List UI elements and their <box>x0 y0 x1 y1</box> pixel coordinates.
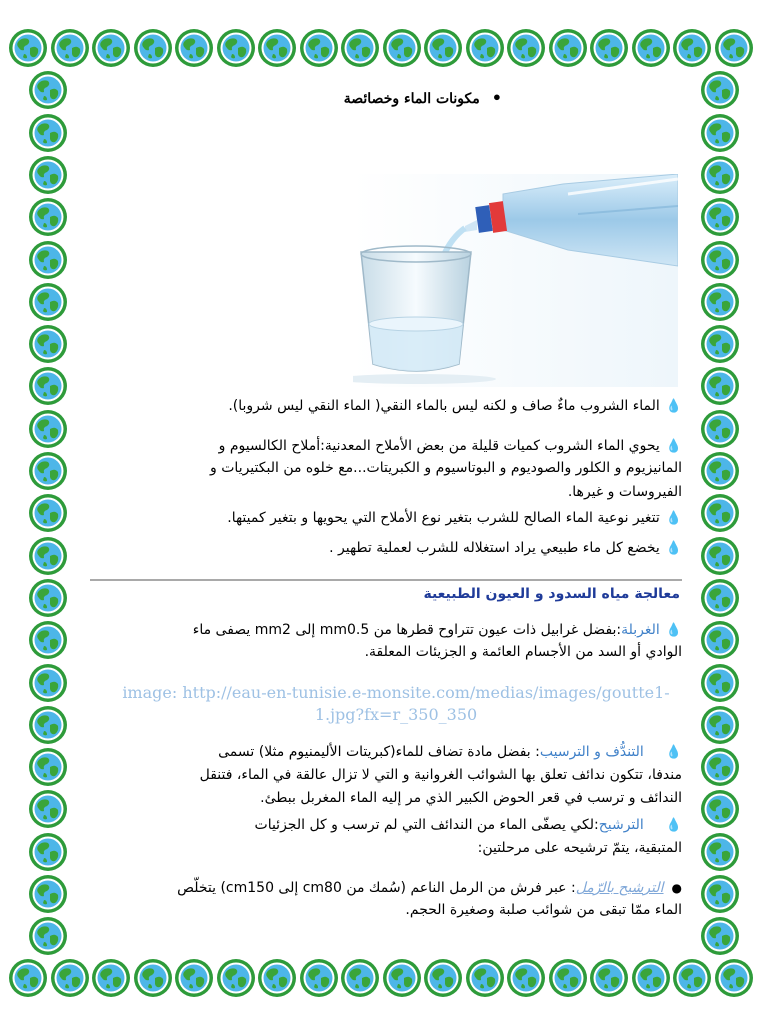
page-title: •مكونات الماء وخصائصة <box>343 88 502 107</box>
water-drop-icon: 💧 <box>665 818 682 833</box>
globe-icon <box>28 70 68 110</box>
filter-paragraph: 💧الترشيح:لكي يصفّى الماء من الندائف التي لم ترسب و كل الجزئيات <box>254 817 682 833</box>
water-bottle-glass-photo <box>353 174 678 387</box>
globe-icon <box>700 874 740 914</box>
water-drop-icon: 💧 <box>665 623 682 638</box>
flocc-paragraph-line-2: مندفا، تتكون ندائف تعلق بها الشوائب الغروانية و التي لا تزال عالقة في الماء، فتنقل <box>199 767 682 783</box>
globe-icon <box>700 155 740 195</box>
globe-icon <box>700 832 740 872</box>
water-drop-icon: 💧 <box>665 541 682 556</box>
water-drop-icon: 💧 <box>665 745 682 760</box>
section-title: معالجة مياه السدود و العيون الطبيعية <box>423 586 680 602</box>
globe-icon <box>714 958 754 998</box>
image-link[interactable]: image: http://eau-en-tunisie.e-monsite.com/medias/images/goutte1-1.jpg?fx=r_350_350 <box>122 683 670 724</box>
globe-icon <box>28 916 68 956</box>
globe-icon <box>8 28 48 68</box>
globe-icon <box>700 747 740 787</box>
globe-icon <box>91 28 131 68</box>
water-photo-icon <box>353 174 678 387</box>
globe-icon <box>700 620 740 660</box>
globe-icon <box>28 197 68 237</box>
bullet-2: 💧يحوي الماء الشروب كميات قليلة من بعض الأملاح المعدنية:أملاح الكالسيوم و <box>218 438 682 454</box>
globe-icon <box>700 705 740 745</box>
globe-icon <box>8 958 48 998</box>
globe-icon <box>700 451 740 491</box>
globe-icon <box>700 789 740 829</box>
filter-paragraph-line-2: المتبقية، يتمّ ترشيحه على مرحلتين: <box>477 840 682 856</box>
globe-icon <box>28 409 68 449</box>
globe-icon <box>299 28 339 68</box>
globe-icon <box>28 451 68 491</box>
globe-icon <box>700 366 740 406</box>
globe-icon <box>589 958 629 998</box>
globe-icon <box>28 536 68 576</box>
sieve-paragraph-line-2: الوادي أو السد من الأجسام العائمة و الجزيئات المعلقة. <box>364 644 682 660</box>
bullet-1: 💧الماء الشروب ماءٌ صاف و لكنه ليس بالماء النقي( الماء النقي ليس شروبا). <box>228 398 682 414</box>
bullet-icon: • <box>491 88 502 107</box>
globe-icon <box>700 916 740 956</box>
globe-icon <box>700 324 740 364</box>
globe-icon <box>382 28 422 68</box>
page-content <box>88 78 682 948</box>
globe-icon <box>700 240 740 280</box>
globe-icon <box>133 958 173 998</box>
bullet-4: 💧يخضع كل ماء طبيعي يراد استغلاله للشرب لعملية تطهير . <box>329 540 682 556</box>
globe-icon <box>700 282 740 322</box>
globe-icon <box>50 28 90 68</box>
bullet-2-line-2: المانيزيوم و الكلور والصوديوم و البوتاسيوم و الكبريتات...مع خلوه من البكتيريات و <box>210 460 682 476</box>
globe-icon <box>548 958 588 998</box>
globe-icon <box>28 493 68 533</box>
globe-icon <box>506 28 546 68</box>
globe-icon <box>28 747 68 787</box>
globe-icon <box>174 28 214 68</box>
globe-icon <box>631 958 671 998</box>
globe-icon <box>28 789 68 829</box>
water-drop-icon: 💧 <box>665 399 682 414</box>
globe-icon <box>28 578 68 618</box>
globe-icon <box>28 620 68 660</box>
bullet-icon: ● <box>671 881 682 895</box>
globe-icon <box>700 70 740 110</box>
globe-icon <box>28 366 68 406</box>
globe-icon <box>340 958 380 998</box>
globe-icon <box>589 28 629 68</box>
globe-icon <box>672 958 712 998</box>
globe-icon <box>465 28 505 68</box>
globe-icon <box>28 240 68 280</box>
globe-icon <box>257 28 297 68</box>
globe-icon <box>28 663 68 703</box>
globe-icon <box>423 28 463 68</box>
globe-icon <box>216 958 256 998</box>
globe-icon <box>423 958 463 998</box>
globe-icon <box>672 28 712 68</box>
globe-icon <box>700 493 740 533</box>
globe-icon <box>257 958 297 998</box>
globe-icon <box>340 28 380 68</box>
flocc-paragraph: 💧التندُّف و الترسيب: بفضل مادة تضاف للماء(كبريتات الأليمنيوم مثلا) تسمى <box>218 744 682 760</box>
globe-icon <box>174 958 214 998</box>
globe-icon <box>91 958 131 998</box>
globe-icon <box>700 536 740 576</box>
globe-icon <box>548 28 588 68</box>
globe-icon <box>700 663 740 703</box>
globe-icon <box>700 409 740 449</box>
globe-icon <box>216 28 256 68</box>
globe-icon <box>382 958 422 998</box>
globe-icon <box>28 113 68 153</box>
globe-icon <box>28 832 68 872</box>
bullet-3: 💧تتغير نوعية الماء الصالح للشرب بتغير نوع الأملاح التي يحويها و بتغير كميتها. <box>227 510 682 526</box>
flocc-paragraph-line-3: الندائف و ترسب في قعر الحوض الكبير الذي مر إليه الماء المغربل ببطئ. <box>260 790 682 806</box>
globe-icon <box>50 958 90 998</box>
sand-paragraph-line-2: الماء ممّا تبقى من شوائب صلبة وصغيرة الحجم. <box>405 902 682 918</box>
globe-icon <box>28 282 68 322</box>
globe-icon <box>28 705 68 745</box>
globe-icon <box>506 958 546 998</box>
globe-icon <box>465 958 505 998</box>
water-drop-icon: 💧 <box>665 439 682 454</box>
globe-icon <box>700 113 740 153</box>
globe-icon <box>133 28 173 68</box>
bullet-2-line-3: الفيروسات و غيرها. <box>567 484 682 500</box>
sand-paragraph: ●الترشيح بالرّمل: عبر فرش من الرمل الناعم (سُمك من cm80 إلى cm150) يتخلّص <box>177 880 682 896</box>
sieve-paragraph: 💧الغربلة:بفضل غرابيل ذات عيون تتراوح قطرها من mm0.5 إلى mm2 يصفى ماء <box>192 622 682 638</box>
globe-icon <box>631 28 671 68</box>
globe-icon <box>28 874 68 914</box>
globe-icon <box>28 324 68 364</box>
globe-icon <box>714 28 754 68</box>
globe-icon <box>299 958 339 998</box>
water-drop-icon: 💧 <box>665 511 682 526</box>
section-divider <box>90 579 682 581</box>
globe-icon <box>28 155 68 195</box>
globe-icon <box>700 578 740 618</box>
globe-icon <box>700 197 740 237</box>
